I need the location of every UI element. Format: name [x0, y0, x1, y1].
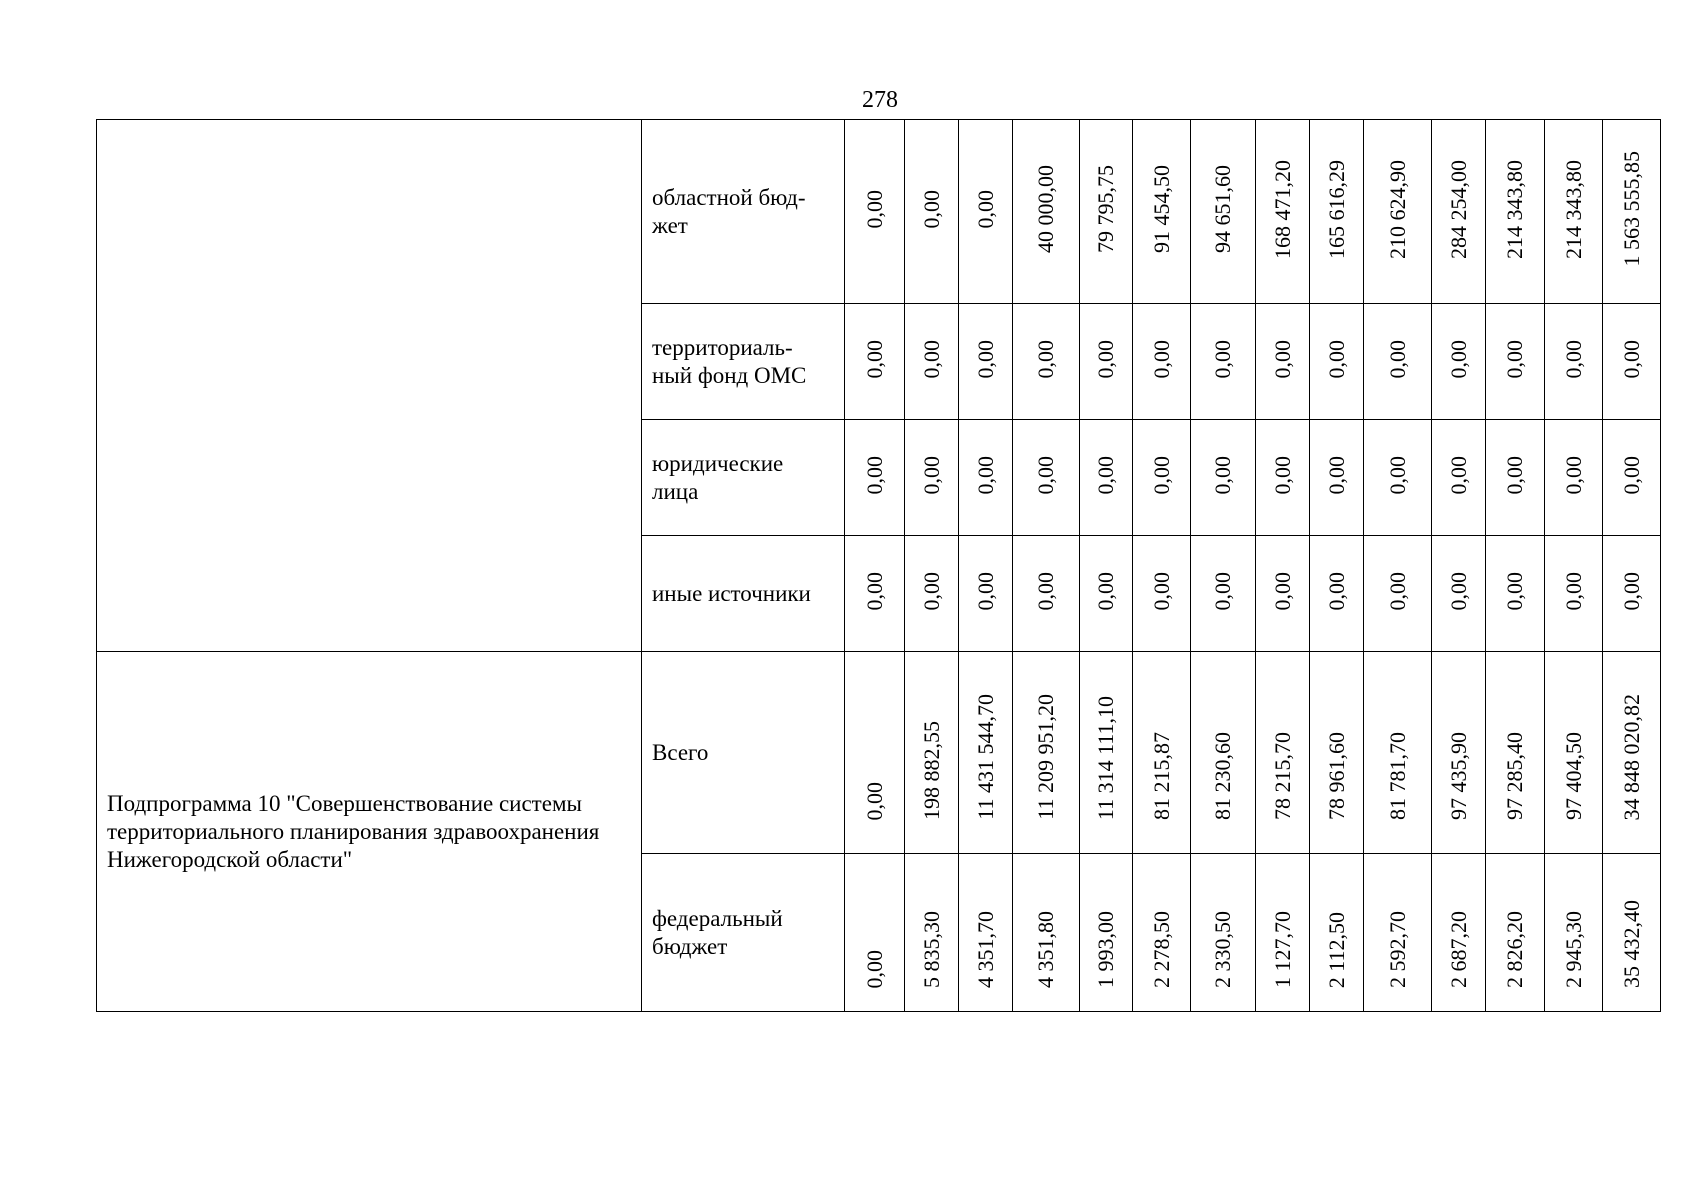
value-cell — [1191, 652, 1256, 854]
value-text: 81 215,87 — [1148, 732, 1174, 820]
value-text: 0,00 — [861, 781, 887, 820]
value-text: 0,00 — [1560, 339, 1586, 379]
value-text: 0,00 — [972, 571, 998, 611]
value-cell — [1013, 536, 1080, 652]
value-cell — [1486, 854, 1545, 1012]
value-cell — [1191, 120, 1256, 304]
value-text: 81 230,60 — [1210, 732, 1235, 820]
value-text: 0,00 — [1033, 571, 1058, 611]
funding-source-label-line: территориаль- — [652, 334, 793, 360]
value-cell — [1080, 304, 1133, 420]
funding-source-label-line: лица — [652, 478, 699, 504]
value-cell — [905, 120, 959, 304]
value-text: 0,00 — [1033, 455, 1058, 495]
value-cell — [1310, 536, 1364, 652]
value-text: 2 592,70 — [1384, 911, 1410, 988]
value-text: 0,00 — [1093, 339, 1118, 379]
value-cell — [905, 854, 959, 1012]
value-cell — [1486, 120, 1545, 304]
value-cell — [1080, 536, 1133, 652]
funding-source-label-line: федеральный — [652, 905, 783, 931]
value-cell — [1432, 120, 1486, 304]
value-text: 210 624,90 — [1384, 159, 1410, 259]
value-cell — [1364, 120, 1432, 304]
value-text: 0,00 — [861, 339, 887, 379]
value-text: 2 330,50 — [1210, 911, 1235, 988]
value-text: 0,00 — [1445, 571, 1471, 611]
value-text: 81 781,70 — [1384, 732, 1410, 820]
value-text: 0,00 — [918, 339, 944, 379]
value-text: 78 961,60 — [1323, 732, 1349, 820]
value-text: 78 215,70 — [1269, 732, 1295, 820]
value-text: 79 795,75 — [1093, 165, 1118, 253]
value-text: 40 000,00 — [1033, 165, 1058, 253]
value-text: 0,00 — [1384, 339, 1410, 379]
value-text: 0,00 — [1269, 571, 1295, 611]
value-text: 0,00 — [1210, 339, 1235, 379]
value-cell — [905, 536, 959, 652]
value-cell — [1191, 420, 1256, 536]
value-cell — [1256, 120, 1310, 304]
value-text: 0,00 — [1618, 455, 1644, 495]
table-row — [97, 652, 1661, 854]
funding-source-cell — [642, 652, 845, 854]
value-text: 0,00 — [1323, 455, 1349, 495]
value-text: 1 563 555,85 — [1618, 151, 1644, 267]
funding-source-cell — [642, 536, 845, 652]
value-cell — [1256, 854, 1310, 1012]
value-cell — [1364, 652, 1432, 854]
value-text: 91 454,50 — [1148, 165, 1174, 253]
value-cell — [1013, 120, 1080, 304]
value-cell — [1256, 652, 1310, 854]
value-cell — [1133, 652, 1191, 854]
value-cell — [845, 854, 905, 1012]
value-text: 0,00 — [1502, 339, 1527, 379]
value-cell — [1364, 420, 1432, 536]
funding-source-cell — [642, 304, 845, 420]
value-cell — [1432, 854, 1486, 1012]
value-text: 0,00 — [1148, 455, 1174, 495]
value-text: 97 435,90 — [1445, 732, 1471, 820]
value-text: 214 343,80 — [1560, 159, 1586, 259]
value-cell — [1191, 536, 1256, 652]
value-cell — [1545, 304, 1603, 420]
value-text: 0,00 — [1618, 339, 1644, 379]
value-cell — [1603, 854, 1661, 1012]
value-cell — [1603, 536, 1661, 652]
value-cell — [1486, 304, 1545, 420]
value-text: 284 254,00 — [1445, 159, 1471, 259]
value-text: 2 687,20 — [1445, 911, 1471, 988]
value-cell — [1013, 420, 1080, 536]
funding-source-label-line: жет — [652, 212, 688, 238]
value-text: 0,00 — [1323, 339, 1349, 379]
value-text: 0,00 — [861, 571, 887, 611]
value-text: 0,00 — [1502, 455, 1527, 495]
value-cell — [845, 652, 905, 854]
value-cell — [1432, 652, 1486, 854]
value-text: 11 431 544,70 — [972, 694, 998, 820]
funding-source-label-line: иные источники — [652, 580, 811, 606]
funding-source-label-line: Всего — [652, 739, 709, 765]
value-text: 97 404,50 — [1560, 732, 1586, 820]
value-text: 4 351,80 — [1033, 911, 1058, 988]
funding-source-cell — [642, 854, 845, 1012]
value-cell — [1256, 420, 1310, 536]
value-cell — [1603, 420, 1661, 536]
funding-source-label-line: областной бюд- — [652, 184, 806, 210]
value-text: 0,00 — [861, 949, 887, 988]
value-text: 0,00 — [1560, 571, 1586, 611]
value-cell — [959, 120, 1013, 304]
value-text: 0,00 — [1323, 571, 1349, 611]
value-text: 2 945,30 — [1560, 911, 1586, 988]
value-cell — [1310, 304, 1364, 420]
value-cell — [845, 304, 905, 420]
value-cell — [1310, 854, 1364, 1012]
value-text: 0,00 — [1093, 571, 1118, 611]
value-text: 0,00 — [1148, 571, 1174, 611]
value-text: 0,00 — [972, 339, 998, 379]
value-text: 4 351,70 — [972, 911, 998, 988]
value-cell — [959, 304, 1013, 420]
value-cell — [1432, 536, 1486, 652]
value-text: 35 432,40 — [1618, 900, 1644, 988]
value-cell — [1310, 652, 1364, 854]
value-text: 0,00 — [972, 189, 998, 229]
value-text: 0,00 — [1384, 455, 1410, 495]
value-cell — [1432, 420, 1486, 536]
table-row — [97, 120, 1661, 304]
funding-source-label-line: ный фонд ОМС — [652, 362, 807, 388]
value-cell — [845, 536, 905, 652]
value-cell — [1545, 120, 1603, 304]
value-cell — [1013, 304, 1080, 420]
value-text: 0,00 — [918, 571, 944, 611]
value-cell — [1545, 652, 1603, 854]
value-cell — [1603, 120, 1661, 304]
value-cell — [1133, 536, 1191, 652]
value-text: 0,00 — [1502, 571, 1527, 611]
value-cell — [845, 120, 905, 304]
value-cell — [1486, 652, 1545, 854]
value-text: 198 882,55 — [918, 721, 944, 820]
funding-source-cell — [642, 120, 845, 304]
value-text: 0,00 — [1269, 339, 1295, 379]
value-text: 0,00 — [1210, 571, 1235, 611]
page-number: 278 — [862, 87, 898, 113]
value-text: 0,00 — [918, 189, 944, 229]
value-cell — [1133, 854, 1191, 1012]
value-text: 2 112,50 — [1323, 911, 1349, 988]
value-cell — [1191, 854, 1256, 1012]
funding-source-label-line: бюджет — [652, 933, 728, 959]
value-cell — [1364, 854, 1432, 1012]
value-cell — [905, 304, 959, 420]
program-name: Подпрограмма 10 "Совершенствование системы территориального планирования здравоохранения Нижегородской области" — [107, 790, 600, 872]
value-cell — [1603, 652, 1661, 854]
value-text: 0,00 — [861, 189, 887, 229]
value-cell — [1191, 304, 1256, 420]
value-cell — [959, 420, 1013, 536]
value-cell — [905, 420, 959, 536]
value-cell — [1545, 536, 1603, 652]
value-cell — [959, 854, 1013, 1012]
value-cell — [905, 652, 959, 854]
value-cell — [1486, 536, 1545, 652]
value-cell — [1080, 854, 1133, 1012]
value-cell — [1133, 420, 1191, 536]
value-text: 11 209 951,20 — [1033, 694, 1058, 820]
funding-source-label-line: юридические — [652, 450, 784, 476]
value-cell — [1133, 120, 1191, 304]
value-cell — [1080, 652, 1133, 854]
value-cell — [1545, 420, 1603, 536]
value-text: 0,00 — [1269, 455, 1295, 495]
value-cell — [1013, 854, 1080, 1012]
value-text: 0,00 — [918, 455, 944, 495]
value-cell — [1080, 120, 1133, 304]
value-text: 0,00 — [1148, 339, 1174, 379]
value-text: 97 285,40 — [1502, 732, 1527, 820]
value-text: 0,00 — [1618, 571, 1644, 611]
value-cell — [1256, 304, 1310, 420]
value-text: 1 993,00 — [1093, 911, 1118, 988]
value-cell — [959, 652, 1013, 854]
value-text: 165 616,29 — [1323, 159, 1349, 259]
value-text: 2 278,50 — [1148, 911, 1174, 988]
budget-table — [96, 119, 1661, 1012]
value-cell — [1310, 120, 1364, 304]
value-cell — [959, 536, 1013, 652]
value-text: 0,00 — [1093, 455, 1118, 495]
value-text: 0,00 — [1560, 455, 1586, 495]
value-cell — [1364, 536, 1432, 652]
value-cell — [1013, 652, 1080, 854]
value-text: 0,00 — [1445, 455, 1471, 495]
value-text: 214 343,80 — [1502, 159, 1527, 259]
value-text: 0,00 — [861, 455, 887, 495]
program-name-cell — [97, 652, 642, 1012]
value-text: 0,00 — [1033, 339, 1058, 379]
value-text: 1 127,70 — [1269, 911, 1295, 988]
value-text: 0,00 — [1384, 571, 1410, 611]
value-text: 0,00 — [972, 455, 998, 495]
value-text: 168 471,20 — [1269, 159, 1295, 259]
funding-source-cell — [642, 420, 845, 536]
value-cell — [1603, 304, 1661, 420]
value-cell — [1364, 304, 1432, 420]
value-text: 2 826,20 — [1502, 911, 1527, 988]
value-cell — [1432, 304, 1486, 420]
value-cell — [1256, 536, 1310, 652]
value-text: 0,00 — [1445, 339, 1471, 379]
value-cell — [1486, 420, 1545, 536]
value-cell — [1080, 420, 1133, 536]
value-text: 5 835,30 — [918, 911, 944, 988]
value-cell — [1133, 304, 1191, 420]
program-name-cell — [97, 120, 642, 652]
value-text: 94 651,60 — [1210, 165, 1235, 253]
value-cell — [845, 420, 905, 536]
value-text: 0,00 — [1210, 455, 1235, 495]
value-text: 34 848 020,82 — [1618, 693, 1644, 820]
value-cell — [1545, 854, 1603, 1012]
value-cell — [1310, 420, 1364, 536]
value-text: 11 314 111,10 — [1093, 695, 1118, 820]
